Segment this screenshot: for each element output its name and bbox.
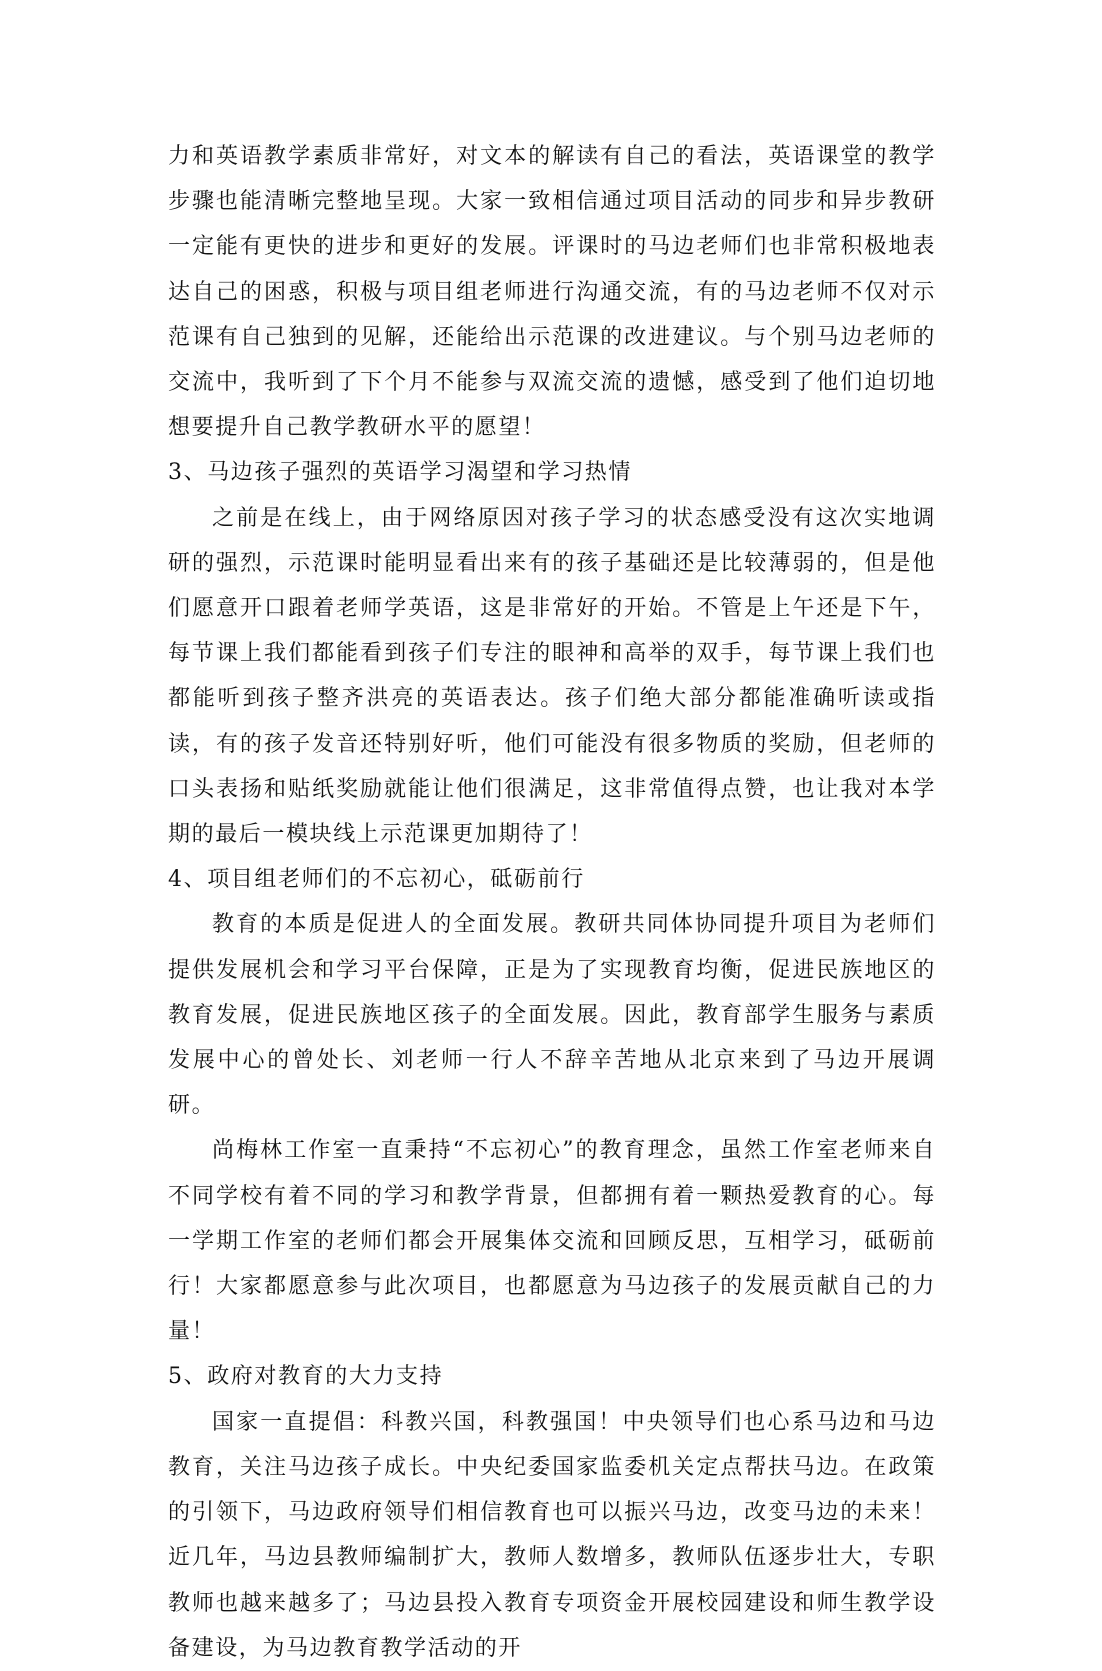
paragraph-education-essence: 教育的本质是促进人的全面发展。教研共同体协同提升项目为老师们提供发展机会和学习平台保障，正是为了实现教育均衡，促进民族地区的教育发展，促进民族地区孩子的全面发展。因此，教育部学生服务与素质发展中心的曾处长、刘老师一行人不辞辛苦地从北京来到了马边开展调研。 [168, 912, 936, 1119]
paragraph-children-enthusiasm: 之前是在线上，由于网络原因对孩子学习的状态感受没有这次实地调研的强烈，示范课时能明显看出来有的孩子基础还是比较薄弱的，但是他们愿意开口跟着老师学英语，这是非常好的开始。不管是上午还是下午，每节课上我们都能看到孩子们专注的眼神和高举的双手，每节课上我们也都能听到孩子整齐洪亮的英语表达。孩子们绝大部分都能准确听读或指读，有的孩子发音还特别好听，他们可能没有很多物质的奖励，但老师的口头表扬和贴纸奖励就能让他们很满足，这非常值得点赞，也让我对本学期的最后一模块线上示范课更加期待了！ [168, 505, 936, 848]
section-heading-4: 4、项目组老师们的不忘初心，砥砺前行 [168, 867, 585, 893]
section-heading-3: 3、马边孩子强烈的英语学习渴望和学习热情 [168, 460, 632, 486]
document-body [168, 134, 936, 1671]
paragraph-government-support: 国家一直提倡：科教兴国，科教强国！中央领导们也心系马边和马边教育，关注马边孩子成长。中央纪委国家监委机关定点帮扶马边。在政策的引领下，马边政府领导们相信教育也可以振兴马边，改变马边的未来！近几年，马边县教师编制扩大，教师人数增多，教师队伍逐步壮大，专职教师也越来越多了；马边县投入教育专项资金开展校园建设和师生教学设备建设，为马边教育教学活动的开 [168, 1409, 936, 1661]
section-heading-5: 5、政府对教育的大力支持 [168, 1364, 444, 1390]
paragraph-continuation: 力和英语教学素质非常好，对文本的解读有自己的看法，英语课堂的教学步骤也能清晰完整地呈现。大家一致相信通过项目活动的同步和异步教研一定能有更快的进步和更好的发展。评课时的马边老师们也非常积极地表达自己的困惑，积极与项目组老师进行沟通交流，有的马边老师不仅对示范课有自己独到的见解，还能给出示范课的改进建议。与个别马边老师的交流中，我听到了下个月不能参与双流交流的遗憾，感受到了他们迫切地想要提升自己教学教研水平的愿望！ [168, 144, 936, 441]
paragraph-studio-philosophy: 尚梅林工作室一直秉持“不忘初心”的教育理念，虽然工作室老师来自不同学校有着不同的学习和教学背景，但都拥有着一颗热爱教育的心。每一学期工作室的老师们都会开展集体交流和回顾反思，互相学习，砥砺前行！大家都愿意参与此次项目，也都愿意为马边孩子的发展贡献自己的力量！ [168, 1138, 936, 1345]
